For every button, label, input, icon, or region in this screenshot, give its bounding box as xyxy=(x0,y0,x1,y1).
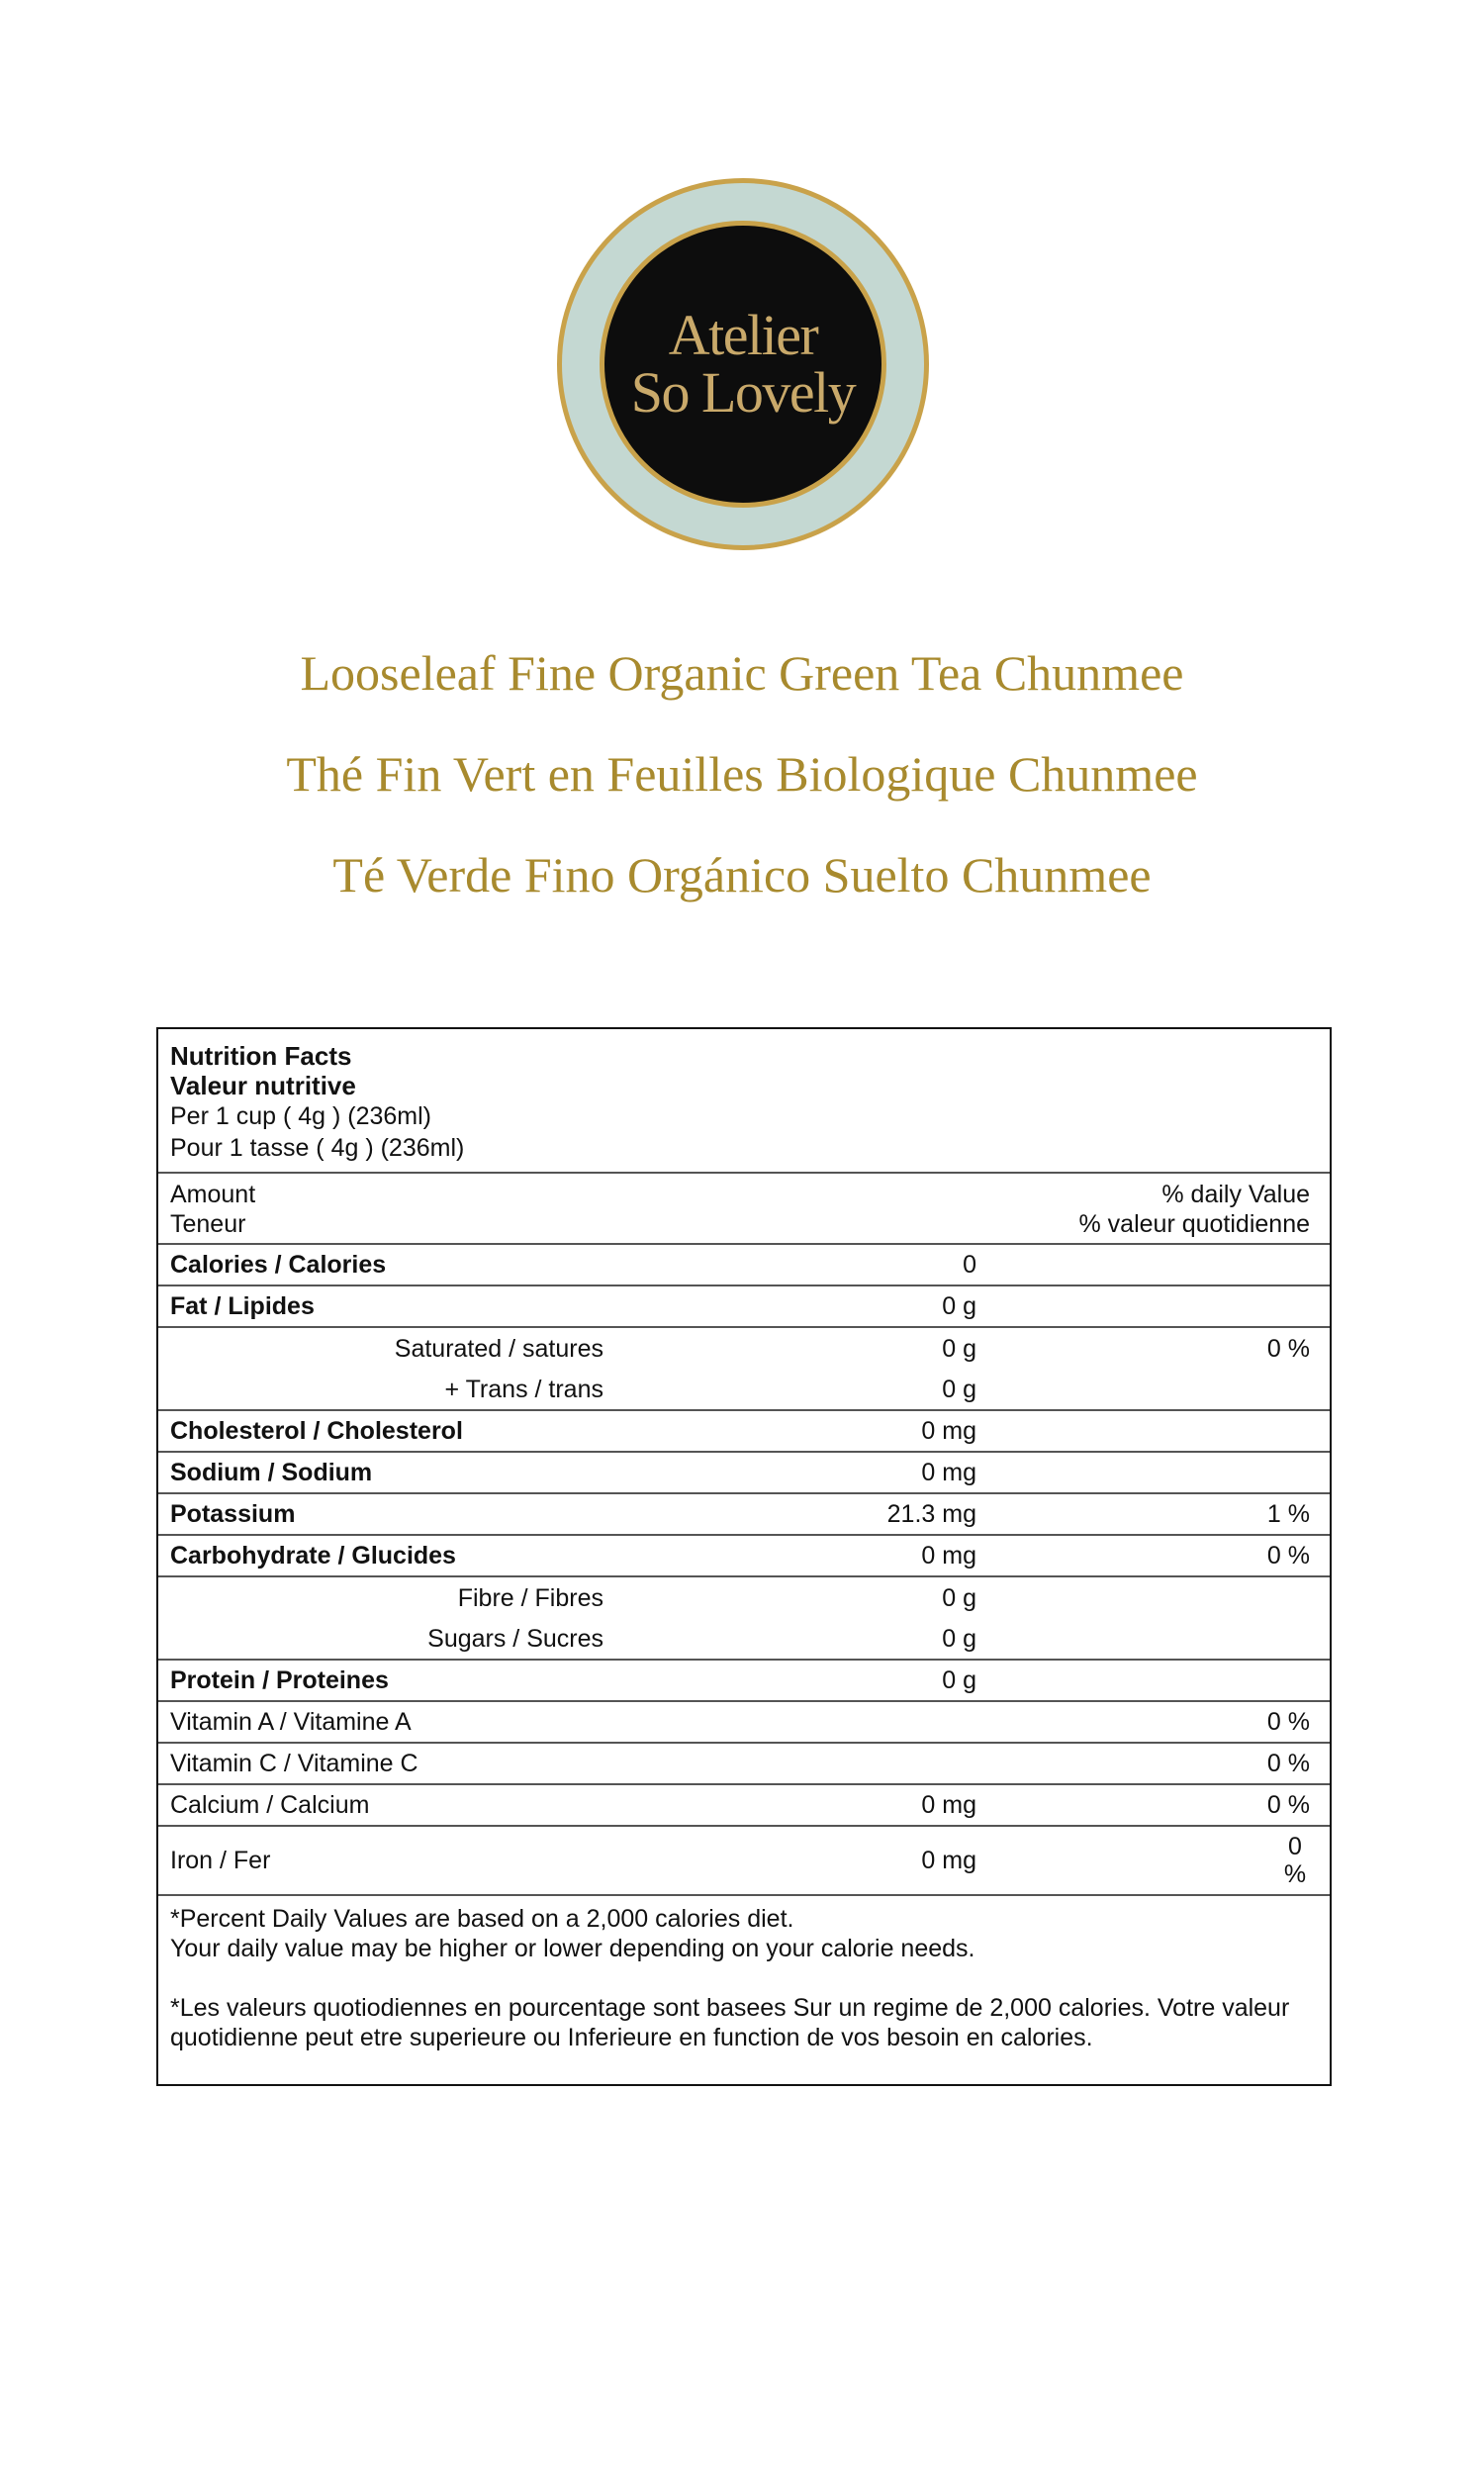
amount-label xyxy=(170,1180,255,1243)
product-title-es: Té Verde Fino Orgánico Suelto Chunmee xyxy=(332,847,1152,903)
footnote-en-line-2: Your daily value may be higher or lower depending on your calorie needs. xyxy=(170,1935,975,1962)
footnote-fr: *Les valeurs quotiodiennes en pourcentage sont basees Sur un regime de 2,000 calories. Votre valeur quotidienne peut etre superieure ou Inferieure en function de vos besoin en calories. xyxy=(170,1994,1290,2051)
nutrient-row-saturated xyxy=(158,1328,1330,1370)
nutrient-name: Fat / Lipides xyxy=(170,1292,315,1320)
footnote-en-line-1: *Percent Daily Values are based on a 2,000 calories diet. xyxy=(170,1905,794,1933)
brand-logo xyxy=(557,178,929,550)
nutrient-name: Calories / Calories xyxy=(170,1251,387,1279)
nutrient-daily-value: 1 % xyxy=(1266,1500,1310,1528)
nutrient-name: Protein / Proteines xyxy=(170,1666,389,1694)
nutrient-name: Cholesterol / Cholesterol xyxy=(170,1417,463,1445)
nutrient-row-iron xyxy=(158,1827,1330,1896)
nutrient-row-trans xyxy=(158,1370,1330,1411)
nutrient-name: Sugars / Sucres xyxy=(427,1625,603,1653)
nutrient-amount: 0 g xyxy=(942,1335,976,1363)
nutrient-daily-value: 0 % xyxy=(1266,1708,1310,1736)
nutrient-row-cholesterol xyxy=(158,1411,1330,1453)
nutrient-amount: 0 g xyxy=(942,1584,976,1612)
nutrient-daily-value: 0 % xyxy=(1266,1791,1310,1819)
product-title-fr: Thé Fin Vert en Feuilles Biologique Chunmee xyxy=(286,746,1198,802)
nutrient-daily-value: 0 % xyxy=(1283,1832,1307,1888)
nutrient-daily-value: 0 % xyxy=(1266,1750,1310,1777)
nutrient-row-sodium xyxy=(158,1453,1330,1494)
nutrient-daily-value-cell xyxy=(976,1833,1310,1889)
serving-size-en: Per 1 cup ( 4g ) (236ml) xyxy=(170,1102,431,1130)
nutrient-name: + Trans / trans xyxy=(444,1376,603,1403)
nutrient-name: Calcium / Calcium xyxy=(170,1791,370,1819)
nutrient-row-sugars xyxy=(158,1619,1330,1661)
footnote-en xyxy=(170,1904,1318,1963)
nutrition-header xyxy=(158,1029,1330,1174)
nutrient-row-protein xyxy=(158,1661,1330,1702)
nutrient-amount: 0 mg xyxy=(921,1791,976,1819)
product-titles xyxy=(0,645,1484,903)
nutrient-row-calories xyxy=(158,1245,1330,1286)
nutrient-name: Saturated / satures xyxy=(394,1335,603,1363)
daily-value-label-fr: % valeur quotidienne xyxy=(1078,1210,1310,1238)
amount-header-row xyxy=(158,1174,1330,1245)
brand-logo-center xyxy=(600,221,886,508)
nutrient-row-potassium xyxy=(158,1494,1330,1536)
nutrient-row-carbohydrate xyxy=(158,1536,1330,1577)
brand-logo-line-1: Atelier xyxy=(668,303,818,367)
product-title-en: Looseleaf Fine Organic Green Tea Chunmee xyxy=(300,645,1184,701)
nutrient-name: Potassium xyxy=(170,1500,296,1528)
nutrient-amount: 0 mg xyxy=(921,1847,976,1874)
nutrition-heading-en: Nutrition Facts xyxy=(170,1041,352,1071)
nutrient-row-fat xyxy=(158,1286,1330,1328)
nutrient-amount: 0 mg xyxy=(921,1417,976,1445)
daily-value-label xyxy=(1079,1180,1311,1243)
nutrient-amount: 21.3 mg xyxy=(886,1500,976,1528)
nutrient-name: Carbohydrate / Glucides xyxy=(170,1542,456,1570)
nutrient-amount: 0 xyxy=(963,1251,976,1279)
nutrient-name: Fibre / Fibres xyxy=(457,1584,603,1612)
nutrition-footnote xyxy=(158,1896,1330,2052)
nutrient-name: Vitamin C / Vitamine C xyxy=(170,1750,418,1777)
nutrition-facts-table xyxy=(156,1027,1332,2086)
nutrient-row-vitamin-c xyxy=(158,1744,1330,1785)
nutrient-daily-value: 0 % xyxy=(1266,1335,1310,1363)
brand-logo-line-2: So Lovely xyxy=(630,360,856,425)
nutrient-amount: 0 g xyxy=(942,1292,976,1320)
nutrient-daily-value: 0 % xyxy=(1266,1542,1310,1570)
nutrient-row-calcium xyxy=(158,1785,1330,1827)
nutrient-amount: 0 g xyxy=(942,1666,976,1694)
nutrient-amount: 0 g xyxy=(942,1376,976,1403)
nutrient-amount: 0 g xyxy=(942,1625,976,1653)
serving-size-fr: Pour 1 tasse ( 4g ) (236ml) xyxy=(170,1134,465,1162)
daily-value-label-en: % daily Value xyxy=(1161,1181,1310,1208)
nutrient-name: Sodium / Sodium xyxy=(170,1459,373,1486)
nutrition-heading-fr: Valeur nutritive xyxy=(170,1071,356,1100)
nutrient-row-vitamin-a xyxy=(158,1702,1330,1744)
nutrient-name: Iron / Fer xyxy=(170,1847,271,1874)
nutrient-name: Vitamin A / Vitamine A xyxy=(170,1708,412,1736)
nutrient-amount: 0 mg xyxy=(921,1542,976,1570)
amount-label-fr: Teneur xyxy=(170,1210,246,1238)
nutrient-row-fibre xyxy=(158,1577,1330,1619)
amount-label-en: Amount xyxy=(170,1181,256,1208)
nutrient-amount: 0 mg xyxy=(921,1459,976,1486)
